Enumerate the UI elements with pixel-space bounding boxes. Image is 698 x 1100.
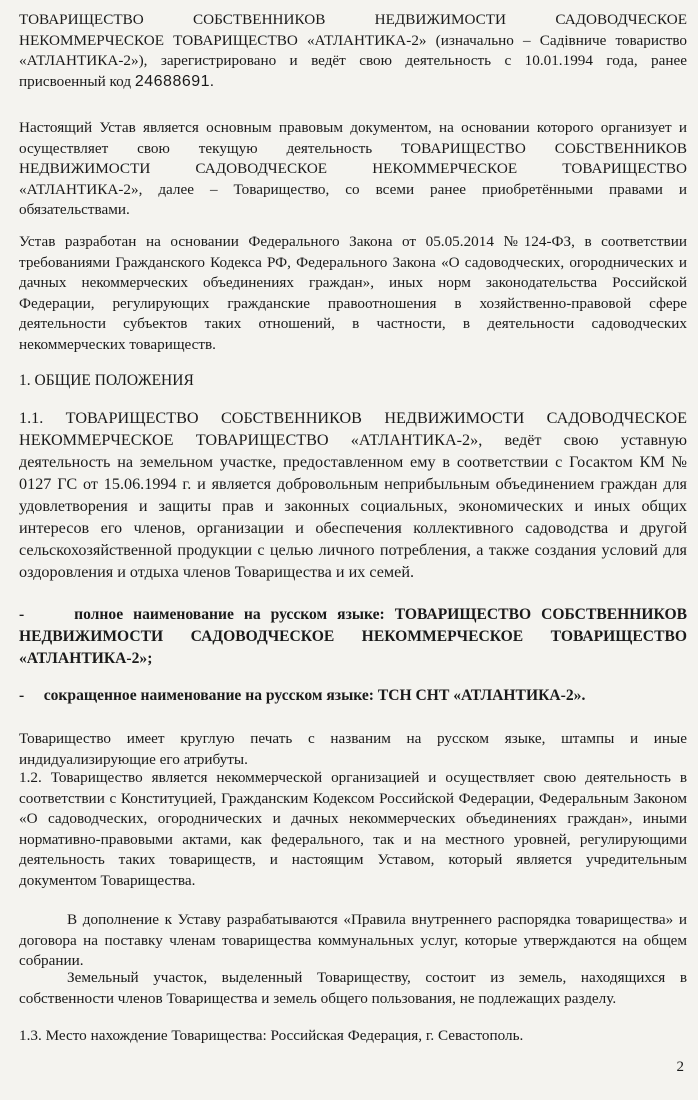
page-number: 2	[676, 1059, 684, 1075]
clause-1-2	[19, 768, 687, 891]
land-text: Земельный участок, выделенный Товариществу, состоит из земель, находящихся в собственности членов Товарищества и земель общего пользования, не подлежащих разделу.	[19, 969, 687, 1007]
short-name-value: ТСН СНТ «АТЛАНТИКА-2».	[377, 687, 586, 704]
seal-text: Товарищество имеет круглую печать с названим на русском языке, штампы и иные индидуализирующие его атрибуты.	[19, 730, 687, 768]
charter-paragraph	[19, 118, 687, 221]
clause-1-3-text: 1.3. Место нахождение Товарищества: Российская Федерация, г. Севастополь.	[19, 1027, 524, 1044]
full-name-label: полное наименование на русском языке:	[74, 606, 385, 623]
seal-paragraph	[19, 729, 687, 770]
intro-text: ТОВАРИЩЕСТВО СОБСТВЕННИКОВ НЕДВИЖИМОСТИ САДОВОДЧЕСКОЕ НЕКОММЕРЧЕСКОЕ ТОВАРИЩЕСТВО «АТЛАНТИКА-2» (изначально – Садівниче товариство «АТЛАНТИКА-2»), зарегистрировано и ведёт свою деятельность с 10.01.1994 года, ранее присвоенный код	[19, 11, 687, 90]
clause-1-1-text: 1.1. ТОВАРИЩЕСТВО СОБСТВЕННИКОВ НЕДВИЖИМОСТИ САДОВОДЧЕСКОЕ НЕКОММЕРЧЕСКОЕ ТОВАРИЩЕСТВО «АТЛАНТИКА-2», ведёт свою уставную деятельность на земельном участке, предоставленном ему в соответствии с Госактом КМ № 0127 ГС от 15.06.1994 г. и является добровольным неприбыльным объединением граждан для удовлетворения и защиты прав и законных социальных, экономических и иных общих интересов его членов, организации и обеспечения коллективного садоводства и другой сельскохозяйственной продукции с целью личного потребления, а также создания условий для оздоровления и отдыха членов Товарищества и их семей.	[19, 409, 687, 581]
basis-paragraph	[19, 232, 687, 355]
short-name-dash: -	[19, 687, 25, 704]
rules-text: В дополнение к Уставу разрабатываются «Правила внутреннего распорядка товарищества» и договора на поставку членам товарищества коммунальных услуг, которые утверждаются на общем собрании.	[19, 911, 687, 969]
full-name-value: ТОВАРИЩЕСТВО СОБСТВЕННИКОВ НЕДВИЖИМОСТИ САДОВОДЧЕСКОЕ НЕКОММЕРЧЕСКОЕ ТОВАРИЩЕСТВО «АТЛАНТИКА-2»;	[19, 606, 687, 667]
registration-code: 24688691	[134, 72, 211, 90]
land-paragraph	[19, 968, 687, 1009]
basis-text: Устав разработан на основании Федерального Закона от 05.05.2014 №124-ФЗ, в соответствии требованиями Гражданского Кодекса РФ, Федерального Закона «О садоводческих, огороднических и дачных некоммерческих объединениях граждан», иных норм законодательства Российской Федерации, регулирующих гражданские правоотношения в хозяйственно-правовой сфере деятельности субъектов таких отношений, в частности, в деятельности садоводческих некоммерческих товариществ.	[19, 233, 687, 353]
charter-text: Настоящий Устав является основным правовым документом, на основании которого организует и осуществляет свою текущую деятельность ТОВАРИЩЕСТВО СОБСТВЕННИКОВ НЕДВИЖИМОСТИ САДОВОДЧЕСКОЕ НЕКОММЕРЧЕСКОЕ ТОВАРИЩЕСТВО «АТЛАНТИКА-2», далее – Товарищество, со всеми ранее приобретёнными правами и обязательствами.	[19, 119, 687, 218]
section-1-heading	[19, 371, 687, 391]
full-name-item	[19, 604, 687, 670]
full-name-dash: -	[19, 606, 25, 623]
clause-1-2-text: 1.2. Товарищество является некоммерческой организацией и осуществляет свою деятельность в соответствии с Конституцией, Гражданским Кодексом Российской Федерации, Федеральным Законом «О садоводческих, огороднических и дачных некоммерческих объединениях граждан», иными нормативно-правовыми актами, как федерального, так и на местного уровней, регулирующими деятельность таких товариществ, и настоящим Уставом, который является учредительным документом Товарищества.	[19, 769, 687, 889]
short-name-item	[19, 686, 687, 707]
clause-1-1	[19, 407, 687, 583]
intro-paragraph	[19, 10, 687, 92]
section-heading: 1. ОБЩИЕ ПОЛОЖЕНИЯ	[19, 372, 194, 389]
intro-tail: .	[210, 72, 214, 90]
clause-1-3	[19, 1026, 687, 1047]
rules-paragraph	[19, 910, 687, 972]
short-name-label: сокращенное наименование на русском языке:	[43, 687, 374, 704]
